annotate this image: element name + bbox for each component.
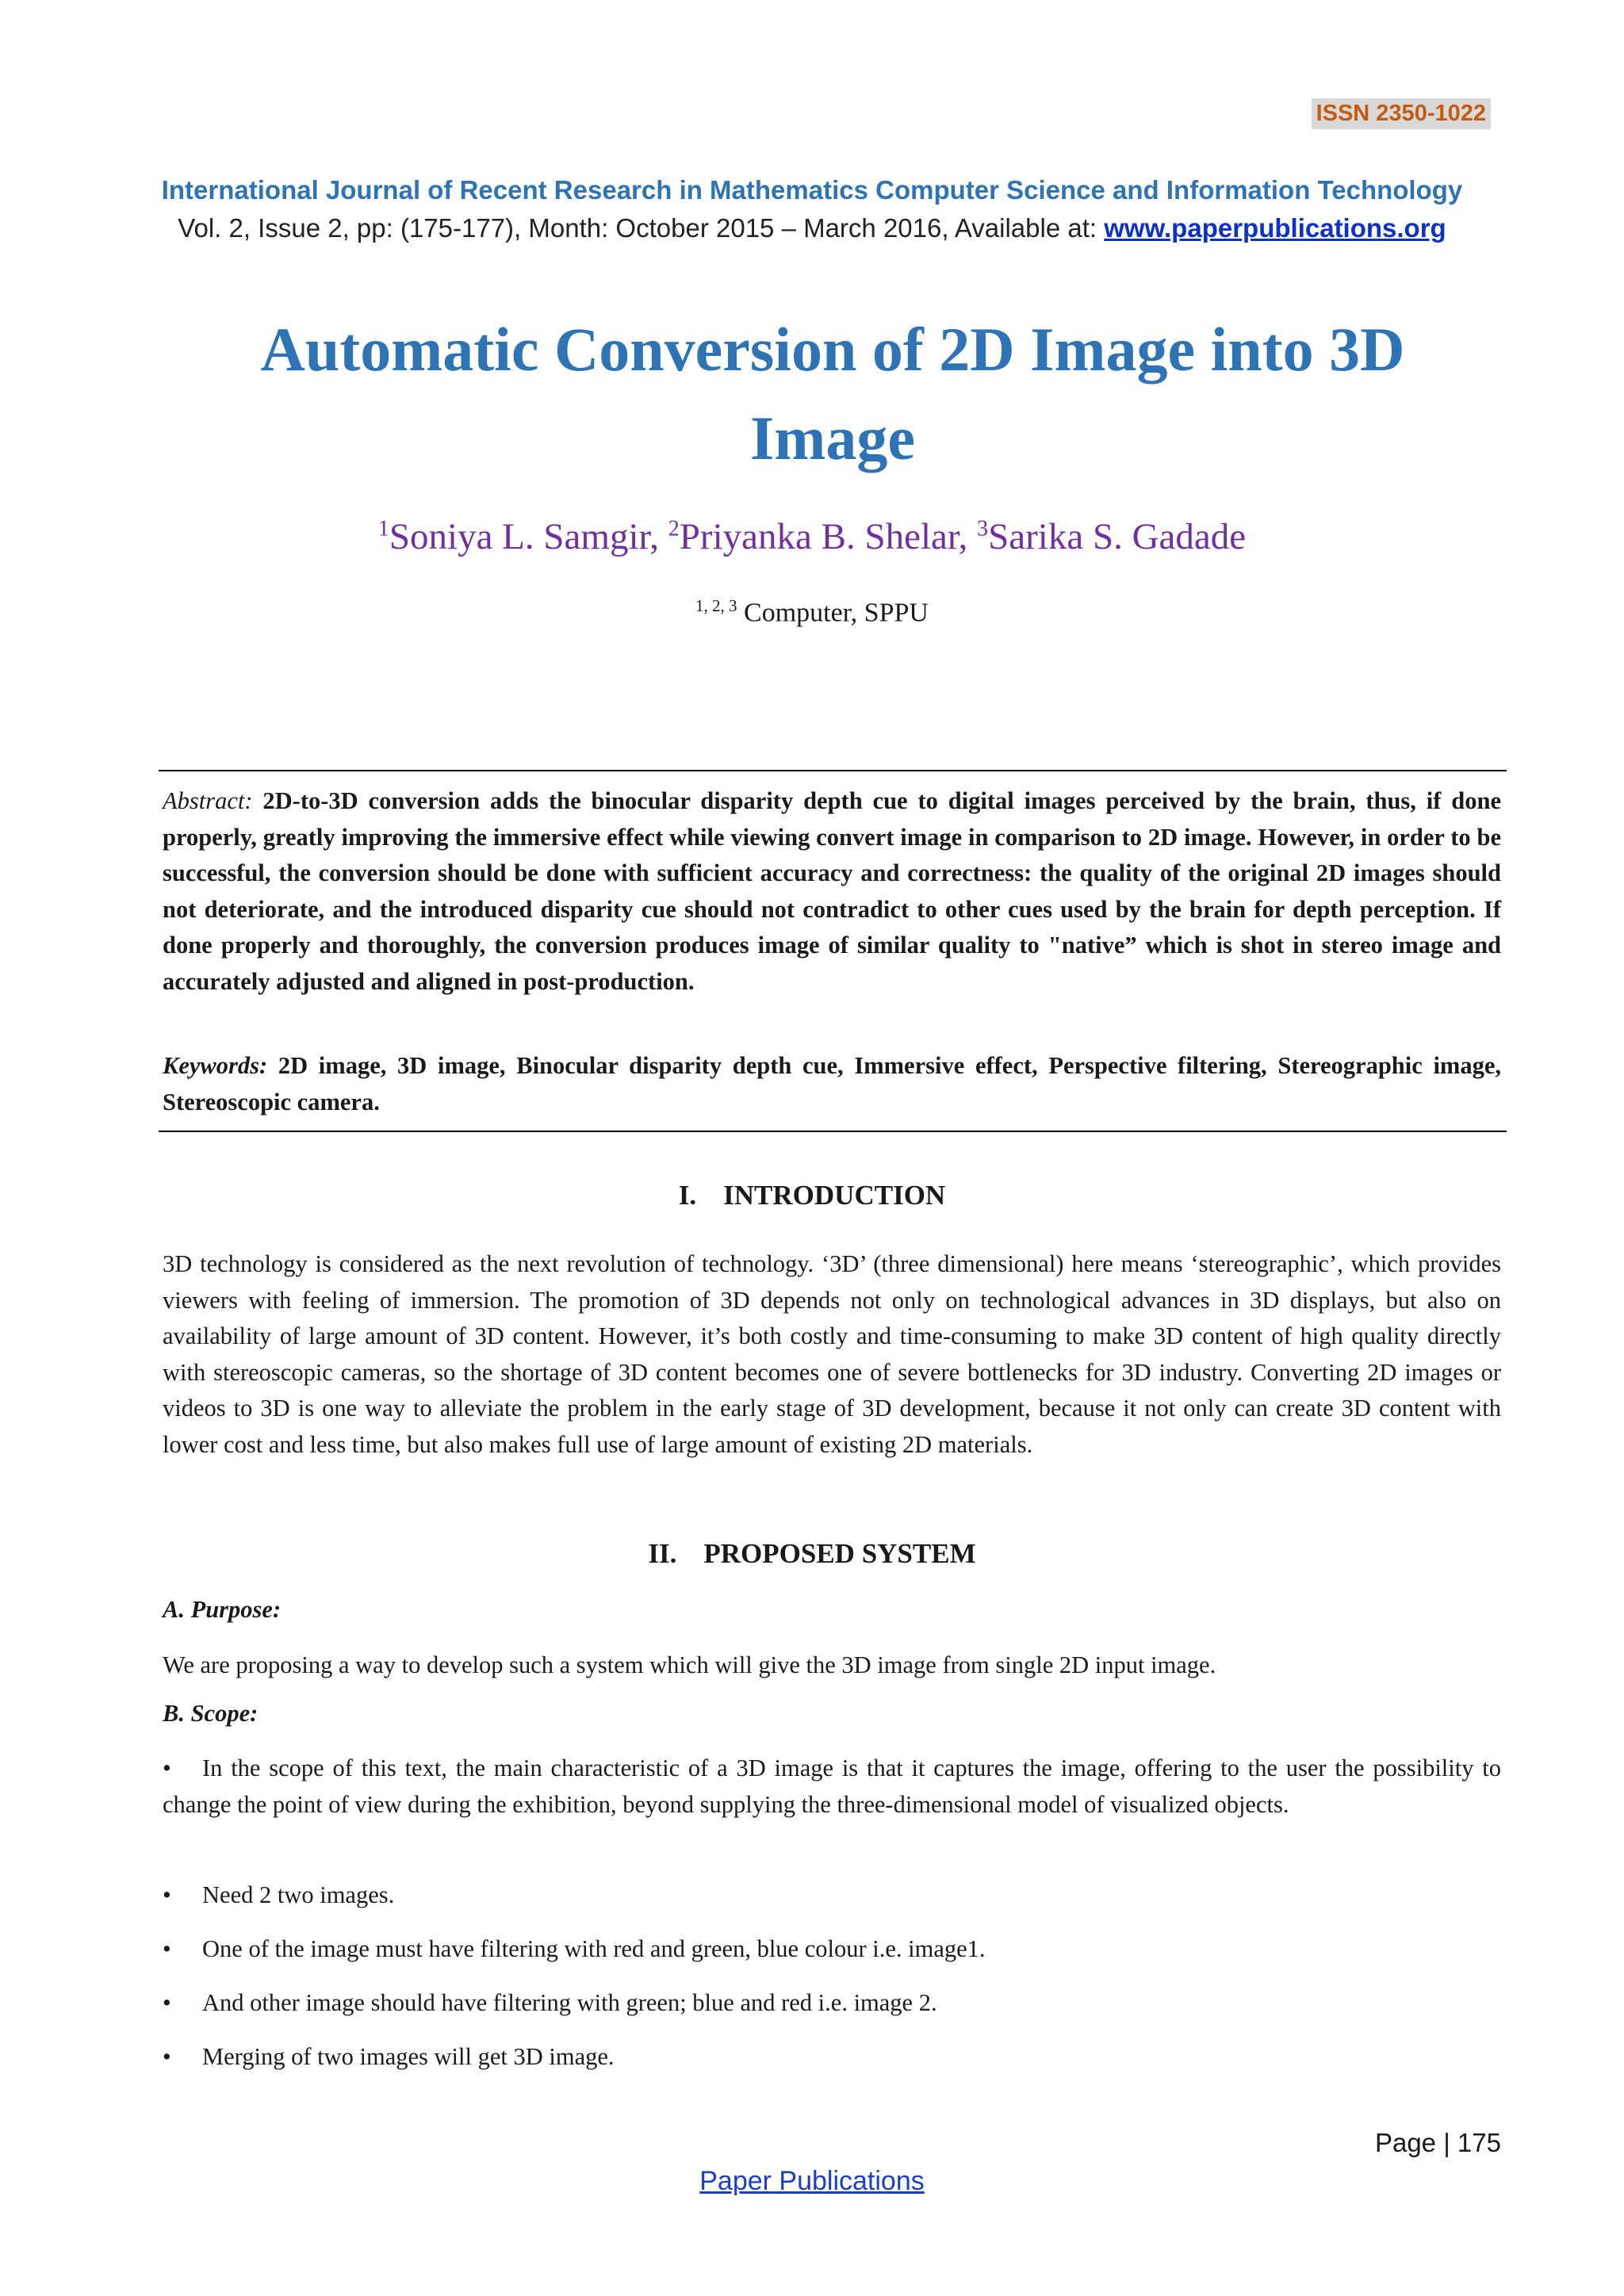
affiliation (0, 596, 1624, 628)
volume-info (0, 209, 1624, 247)
section-heading-proposed-system (0, 1538, 1624, 1570)
abstract (163, 783, 1501, 1001)
bullet-icon: • (163, 1935, 171, 1962)
list-item (163, 1877, 1501, 1914)
paper-title: Automatic Conversion of 2D Image into 3D Image (260, 315, 1405, 473)
website-link[interactable]: www.paperpublications.org (1104, 213, 1446, 243)
list-item-text: One of the image must have filtering with red and green, blue colour i.e. image1. (202, 1935, 986, 1962)
list-item-text: In the scope of this text, the main characteristic of a 3D image is that it captures the image, offering to the user the possibility to change the point of view during the exhibition, beyond supplying the three-dimensional model of visualized objects. (163, 1755, 1501, 1818)
affiliation-sup: 1, 2, 3 (695, 596, 737, 615)
publisher-footer (0, 2166, 1624, 2197)
affiliation-text: Computer, SPPU (737, 598, 929, 628)
list-item (163, 1931, 1501, 1968)
list-item-text: Merging of two images will get 3D image. (202, 2043, 615, 2070)
abstract-text: 2D-to-3D conversion adds the binocular disparity depth cue to digital images perceived by the brain, thus, if done properly, greatly improving the immersive effect while viewing convert image in comparison to 2D image. However, in order to be successful, the conversion should be done with sufficient accuracy and correctness: the quality of the original 2D images should not deteriorate, and the introduced disparity cue should not contradict to other cues used by the brain for depth perception. If done properly and thoroughly, the conversion produces image of similar quality to "native” which is shot in stereo image and accurately adjusted and aligned in post-production. (163, 787, 1501, 995)
author-3-sup: 3 (977, 516, 989, 541)
page-number: Page | 175 (1374, 2128, 1501, 2157)
author-2-sup: 2 (668, 516, 680, 541)
bullet-icon: • (163, 1755, 171, 1781)
author-1-sup: 1 (377, 516, 389, 541)
abstract-bottom-rule (159, 1131, 1507, 1132)
issn-badge: ISSN 2350-1022 (1312, 98, 1491, 129)
keywords-label: Keywords: (163, 1052, 268, 1079)
purpose-paragraph: We are proposing a way to develop such a system which will give the 3D image from single 2D input image. (163, 1651, 1216, 1678)
list-item-text: And other image should have filtering with green; blue and red i.e. image 2. (202, 1989, 937, 2016)
subheading-purpose: A. Purpose: (163, 1596, 282, 1623)
abstract-label: Abstract: (163, 787, 253, 814)
volume-text: Vol. 2, Issue 2, pp: (175-177), Month: October 2015 – March 2016, Available at: (178, 213, 1105, 243)
journal-name: International Journal of Recent Research in Mathematics Computer Science and Information Technology (161, 175, 1463, 205)
list-item (163, 1985, 1501, 2022)
section-title: PROPOSED SYSTEM (703, 1538, 976, 1569)
publisher-link[interactable]: Paper Publications (699, 2166, 925, 2196)
bullet-icon: • (163, 2043, 171, 2070)
section-number: I. (678, 1180, 697, 1211)
subheading-scope: B. Scope: (163, 1700, 259, 1727)
abstract-top-rule (159, 770, 1507, 771)
author-2-name: Priyanka B. Shelar, (679, 516, 978, 557)
author-3-name: Sarika S. Gadade (988, 516, 1247, 557)
section-number: II. (648, 1538, 677, 1569)
list-item-text: Need 2 two images. (202, 1881, 395, 1908)
section-title: INTRODUCTION (723, 1180, 946, 1211)
list-item (163, 2039, 1501, 2076)
introduction-paragraph: 3D technology is considered as the next revolution of technology. ‘3D’ (three dimensional) here means ‘stereographic’, which provides viewers with feeling of immersion. The promotion of 3D depends not only on technological advances in 3D displays, but also on availability of large amount of 3D content. However, it’s both costly and time-consuming to make 3D content of high quality directly with stereoscopic cameras, so the shortage of 3D content becomes one of severe bottlenecks for 3D industry. Converting 2D images or videos to 3D is one way to alleviate the problem in the early stage of 3D development, because it not only can create 3D content with lower cost and less time, but also makes full use of large amount of existing 2D materials. (163, 1250, 1501, 1458)
list-item (163, 1751, 1501, 1823)
keywords-text: 2D image, 3D image, Binocular disparity depth cue, Immersive effect, Perspective filtering, Stereographic image, Stereoscopic camera. (163, 1052, 1501, 1115)
section-heading-introduction (0, 1180, 1624, 1211)
journal-header (0, 171, 1624, 247)
author-list (0, 515, 1624, 558)
bullet-icon: • (163, 1881, 171, 1908)
bullet-icon: • (163, 1989, 171, 2016)
keywords (163, 1048, 1501, 1120)
author-1-name: Soniya L. Samgir, (389, 516, 668, 557)
